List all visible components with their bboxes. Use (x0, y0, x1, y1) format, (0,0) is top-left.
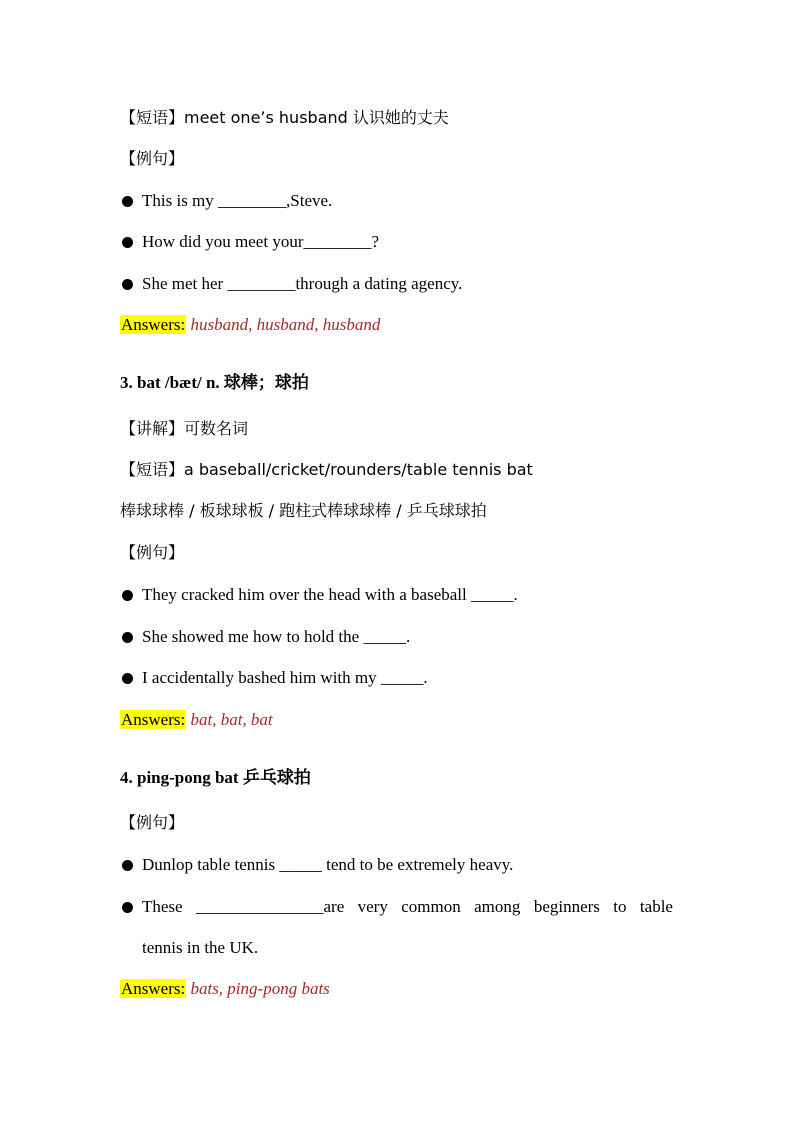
bullet-icon (122, 860, 133, 871)
example-text: She met her ________through a dating agency. (142, 274, 463, 293)
section-heading: 4. ping-pong bat 乒乓球拍 (120, 768, 311, 787)
word: common (401, 897, 461, 916)
examples-label: 【例句】 (120, 149, 185, 168)
word: to (613, 897, 627, 916)
example-text-continuation: tennis in the UK. (142, 938, 259, 957)
word: These (142, 897, 183, 916)
answers-line (120, 978, 330, 1000)
bullet-icon (122, 902, 133, 913)
word: among (474, 897, 521, 916)
bullet-icon (122, 590, 133, 601)
answers-value: bats, ping-pong bats (190, 979, 330, 998)
answers-line (120, 709, 273, 731)
example-text: Dunlop table tennis _____ tend to be extremely heavy. (142, 855, 514, 874)
answers-label: Answers: (121, 710, 186, 729)
word: very (357, 897, 388, 916)
word: beginners (533, 897, 600, 916)
bullet-icon (122, 632, 133, 643)
example-text: This is my ________,Steve. (142, 191, 333, 210)
answers-value: husband, husband, husband (190, 315, 381, 334)
examples-label: 【例句】 (120, 543, 185, 562)
example-text: They cracked him over the head with a baseball _____. (142, 585, 518, 604)
example-text-justified (142, 896, 673, 918)
bullet-icon (122, 673, 133, 684)
phrase-translation: 棒球球棒 / 板球球板 / 跑柱式棒球球棒 / 乒乓球球拍 (120, 501, 487, 520)
bullet-icon (122, 237, 133, 248)
example-text: How did you meet your________? (142, 232, 380, 251)
example-text: She showed me how to hold the _____. (142, 627, 411, 646)
answers-line (120, 314, 380, 336)
word: _______________are (195, 897, 345, 916)
bullet-icon (122, 196, 133, 207)
example-text: I accidentally bashed him with my _____. (142, 668, 428, 687)
answers-label: Answers: (121, 979, 186, 998)
word: table (639, 897, 673, 916)
section-heading: 3. bat /bæt/ n. 球棒；球拍 (120, 373, 309, 392)
examples-label: 【例句】 (120, 813, 185, 832)
phrase-line: 【短语】meet one’s husband 认识她的丈夫 (120, 108, 449, 127)
answers-label: Answers: (121, 315, 186, 334)
bullet-icon (122, 279, 133, 290)
phrase-line: 【短语】a baseball/cricket/rounders/table tennis bat (120, 460, 533, 479)
answers-value: bat, bat, bat (190, 710, 273, 729)
explain-line: 【讲解】可数名词 (120, 419, 249, 438)
